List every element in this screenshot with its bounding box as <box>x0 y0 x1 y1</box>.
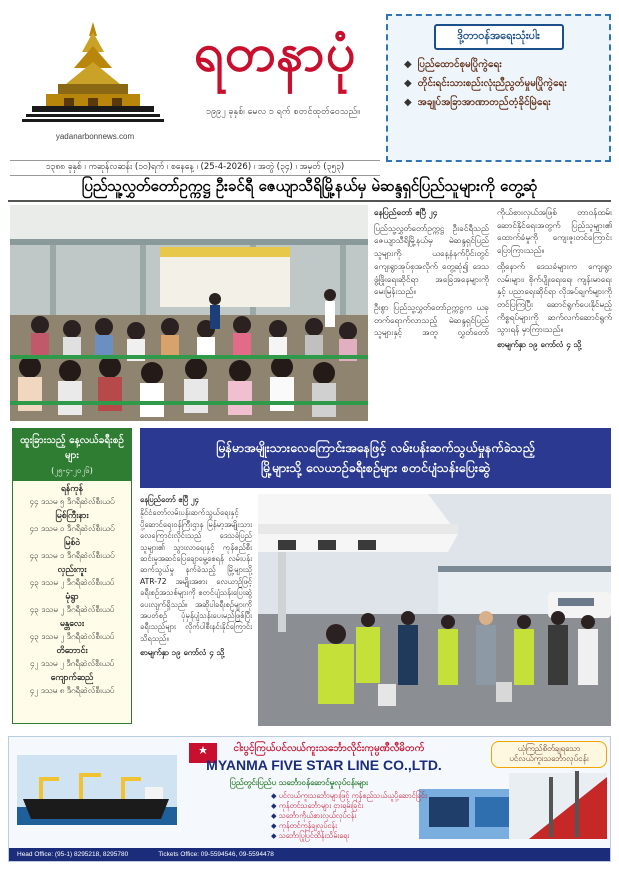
story-byline: နေပြည်တော် ဧပြီ ၂၄ <box>374 207 438 217</box>
flight-entry <box>13 619 131 643</box>
flight-route: တိဘောင်း <box>56 646 88 656</box>
ad-tickets-office: Tickets Office: 09-5594546, 09-5594478 <box>158 851 274 858</box>
flight-time: ၄၄ ဒသမ ၅ ဒီဂရီဆဲလ်စီးယပ် <box>29 497 115 506</box>
newspaper-title: ရတနာပုံ <box>193 22 357 83</box>
lead-story <box>374 206 612 424</box>
flight-entry <box>13 484 131 508</box>
motto-item-label: ပြည်ထောင်စုမပြိုကွဲရေး <box>417 59 502 70</box>
story-paragraph: ပြည်သူ့လွှတ်တော်ဥက္ကဋ္ဌ ဦးခင်ရီသည် ဇေယျာသီရိမြို့နယ်မှ မဲဆန္ဒရှင်ပြည်သူများကို ယနေ့နံနက်ပိုင်းတွင် ကျေးရွာအုပ်စုအလိုက် တွေ့ဆုံ၍ ဒေသဖွံ့ဖြိုးရေးဆိုင်ရာ အခြေအနေများကို မေးမြန်းသည်။ <box>374 222 489 297</box>
flight-entry <box>13 646 131 670</box>
flight-entry <box>13 592 131 616</box>
flights-title: ထူးခြားသည့် နေ့လယ်ခရီးစဉ်များ <box>13 429 131 465</box>
flight-route: ရန်ကုန် <box>61 484 83 494</box>
ad-service-item: ◆ ကုန်တင်ကုန်ချလုပ်ငန်း <box>271 821 481 831</box>
story-byline: နေပြည်တော် ဧပြီ ၂၄ <box>140 495 199 504</box>
flight-route: ကျောက်ဆည် <box>50 673 94 683</box>
palace-logo-icon <box>18 18 168 130</box>
flight-time: ၄၂ ဒသမ ၂ ဒီဂရီဆဲလ်စီးယပ် <box>30 659 114 668</box>
motto-item-label: အချုပ်အခြာအာဏာတည်တံ့ခိုင်မြဲရေး <box>417 97 551 108</box>
ad-services-list <box>271 791 481 841</box>
continuation-link[interactable]: စာမျက်နှာ ၁၉ ကော်လံ ၄ သို့ <box>140 648 225 658</box>
flight-time: ၄၃ ဒသမ ၂ ဒီဂရီဆဲလ်စီးယပ် <box>29 605 115 614</box>
flights-box <box>12 428 132 724</box>
motto-item <box>404 58 601 71</box>
continuation-link[interactable]: စာမျက်နှာ ၁၉ ကော်လံ ၄ သို့ <box>497 340 582 350</box>
ad-head-office: Head Office: (95-1) 8295218, 8295780 <box>17 851 129 858</box>
ad-tagline: ပြည်တွင်းပြည်ပ သင်္ဘောဝန်ဆောင်မှုလုပ်ငန်းများ <box>229 778 369 787</box>
flight-entry <box>13 511 131 535</box>
motto-item <box>404 77 601 90</box>
website-url: yadanarbonnews.com <box>55 132 135 141</box>
meeting-photo <box>10 205 368 421</box>
ad-service-item: ◆ သင်္ဘောပြုပြင်ထိန်းသိမ်းရေး <box>271 831 481 841</box>
motto-box <box>386 14 611 162</box>
masthead <box>10 8 380 158</box>
flight-time: ၄၃ ဒသမ ၂ ဒီဂရီဆဲလ်စီးယပ် <box>29 578 115 587</box>
flights-date: (၂၅-၄-၂၀၂၆) <box>13 465 131 481</box>
founding-note: ၁၉၉၂ ခုနှစ်၊ မေလ ၁ ရက် စတင်ထုတ်ဝေသည်။ <box>206 107 360 117</box>
ad-service-item: ◆ သင်္ဘောကိုယ်စားလှယ်လုပ်ငန်း <box>271 811 481 821</box>
flight-route: မန္တလေး <box>60 619 84 629</box>
flight-entry <box>13 565 131 589</box>
diamond-bullet-icon: ◆ <box>404 97 412 108</box>
airline-story <box>140 494 252 726</box>
ad-service-item: ◆ ကုန်တင်သင်္ဘောများ ငှားရမ်းခြင်း <box>271 801 481 811</box>
diamond-bullet-icon: ◆ <box>404 59 412 70</box>
story-paragraph: နိုင်ငံတော်လမ်းပန်းဆက်သွယ်ရေးနှင့် ပို့ဆောင်ရေးဝန်ကြီးဌာန မြန်မာ့အမျိုးသားလေကြောင်းလိုင်းသည် ဒေသခံပြည်သူများ၏ သွားလာရေးနှင့် ကုန်စည်စီးဆင်းမှုအဆင်ပြေချောမွေ့စေရန် လမ်းပန်းဆက်သွယ်မှု နက်ခဲသည့် မြို့များသို့ ATR-72 အမျိုးအစား လေယာဉ်ဖြင့် ခရီးစဉ်အသစ်များကို စတင်ပျံသန်းပြေးဆွဲပေးလျက်ရှိသည်။ အဆိုပါခရီးစဉ်များကို အပတ်စဉ် ပုံမှန်ပျံသန်းပေးမည်ဖြစ်ပြီး ခရီးသည်များ လိုက်ပါစီးနင်းနိုင်ကြောင်း သိရသည်။ <box>140 508 252 643</box>
airport-photo <box>258 494 611 726</box>
diamond-bullet-icon: ◆ <box>404 78 412 89</box>
motto-item <box>404 96 601 109</box>
ad-company-name-en: MYANMA FIVE STAR LINE CO.,LTD. <box>206 757 442 773</box>
airline-headline <box>140 428 611 488</box>
flight-time: ၄၁ ဒသမ ၀ ဒီဂရီဆဲလ်စီးယပ် <box>29 524 115 533</box>
airline-headline-line1: မြန်မာအမျိုးသားလေကြောင်းအနေဖြင့် လမ်းပန်းဆက်သွယ်မှုနက်ခဲသည့် <box>216 440 535 455</box>
motto-item-label: တိုင်းရင်းသားစည်းလုံးညီညွတ်မှုမပြိုကွဲရေး <box>417 78 567 89</box>
motto-title: ဒို့တာဝန်အရေးသုံးပါး <box>434 24 564 50</box>
flight-time: ၄၂ ဒသမ ၈ ဒီဂရီဆဲလ်စီးယပ် <box>29 686 115 695</box>
ad-contact-bar <box>9 848 610 861</box>
dateline: ၁၃၈၈ ခုနှစ် ၊ ကဆုန်လဆန်း (၁၀)ရက် ၊ စနေနေ့ ၊ (25-4-2026) ၊ အတွဲ (၃၄) ၊ အမှတ် (၃၅၃) <box>10 160 380 176</box>
flight-route: မုံရွာ <box>65 592 79 602</box>
flight-entry <box>13 673 131 697</box>
story-paragraph: ဦးစွာ ပြည်သူ့လွှတ်တော်ဥက္ကဋ္ဌက ယခုတက်ရောက်လာသည့် မဲဆန္ဒရှင်ပြည်သူများနှင့် အတူ လွှတ်တော်ကိုယ်စားလှယ်အဖြစ် တာဝန်ထမ်းဆောင်နိုင်ရေးအတွက် ပြည်သူများ၏ ထောက်ခံမှုကို ကျေးဇူးတင်ကြောင်း ပြောကြားသည်။ <box>374 207 612 338</box>
flight-time: ၄၃ ဒသမ ၁ ဒီဂရီဆဲလ်စီးယပ် <box>29 551 115 560</box>
story-paragraph: ထို့နောက် ဒေသခံများက ကျေးရွာလမ်းများ၊ စိုက်ပျိုးရေးရေ၊ ကျန်းမာရေးနှင့် ပညာရေးဆိုင်ရာ လိုအပ်ချက်များကို တင်ပြကြပြီး ဆောင်ရွက်ပေးနိုင်မည့် ကိစ္စရပ်များကို ဆက်လက်ဆောင်ရွက်သွားရန် မှာကြားသည်။ <box>497 260 612 335</box>
flight-time: ၄၃ ဒသမ ၂ ဒီဂရီဆဲလ်စီးယပ် <box>29 632 115 641</box>
flight-route: မြစ်ကြီးနား <box>55 511 89 521</box>
flight-route: မြစ်ဝဲ <box>64 538 80 548</box>
lead-headline: ပြည်သူ့လွှတ်တော်ဥက္ကဋ္ဌ ဦးခင်ရီ ဇေယျာသီရိမြို့နယ်မှ မဲဆန္ဒရှင်ပြည်သူများကို တွေ့ဆုံ <box>8 176 611 202</box>
flight-route: လှည်းကူး <box>57 565 87 575</box>
shipping-advertisement <box>8 736 611 862</box>
ad-company-name-my: ငါးပွင့်ကြယ်ပင်လယ်ကူးသင်္ဘောလိုင်းကုမ္ပဏီလီမိတက် <box>233 743 425 754</box>
ad-service-item: ◆ ပင်လယ်ကူးသင်္ဘောများဖြင့် ကုန်စည်သယ်ယူပို့ဆောင်ခြင်း <box>271 791 481 801</box>
ad-slogan-badge: ယုံကြည်စိတ်ချရသော ပင်လယ်ကူးသင်္ဘောလုပ်ငန်း <box>491 741 607 768</box>
flight-entry <box>13 538 131 562</box>
airline-headline-line2: မြို့များသို့ လေယာဉ်ခရီးစဉ်များ စတင်ပျံသန်းပြေးဆွဲ <box>260 460 491 475</box>
